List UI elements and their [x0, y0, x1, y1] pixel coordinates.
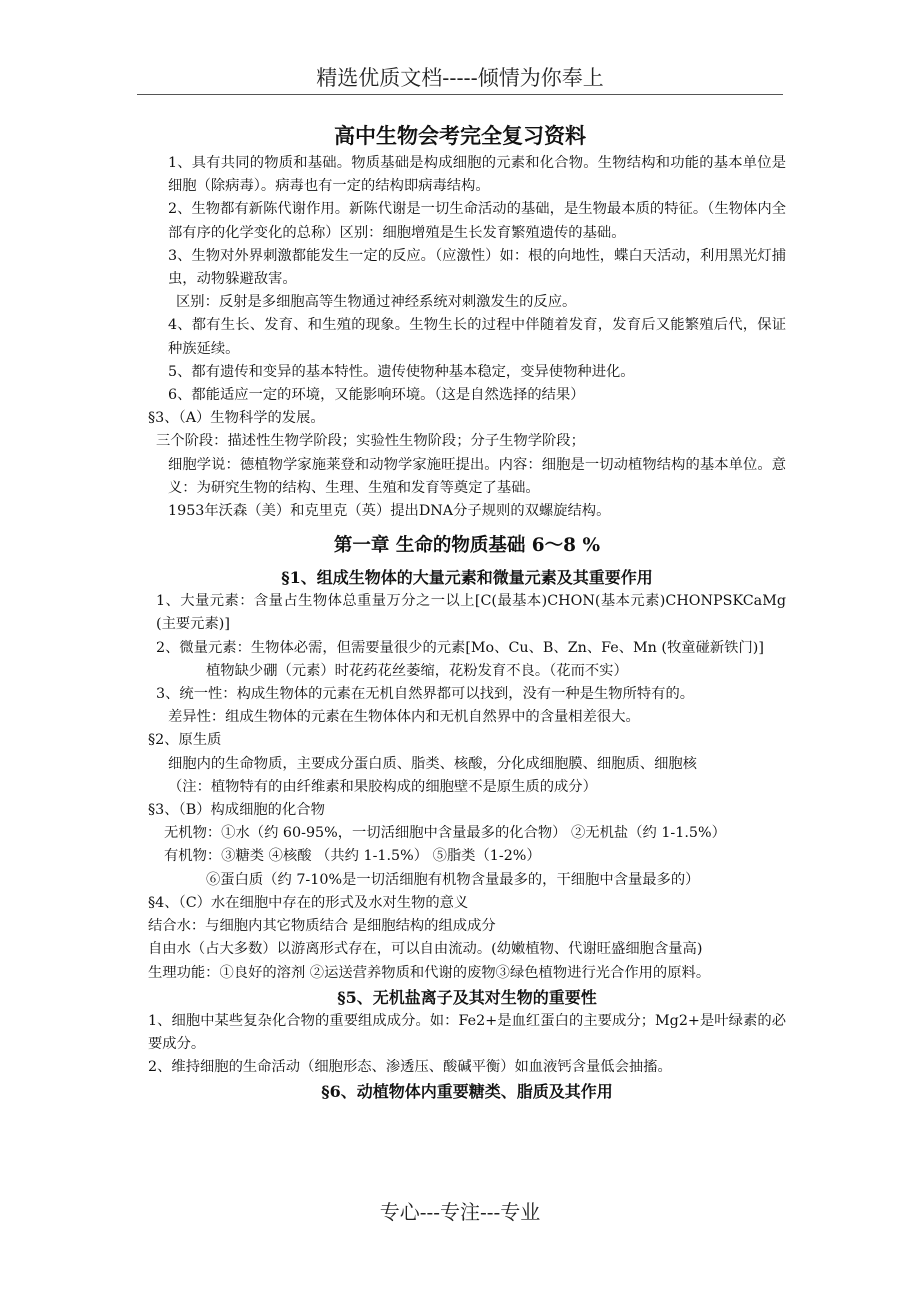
intro-paragraph: 区别：反射是多细胞高等生物通过神经系统对刺激发生的反应。 [176, 294, 577, 311]
section-line: 2、微量元素：生物体必需，但需要量很少的元素[Mo、Cu、B、Zn、Fe、Mn (牧童碰新铁门)] [156, 639, 764, 656]
section-heading: §5、无机盐离子及其对生物的重要性 [337, 987, 597, 1007]
intro-paragraph: 1953年沃森（美）和克里克（英）提出DNA分子规则的双螺旋结构。 [168, 503, 611, 520]
section-line: 差异性：组成生物体的元素在生物体体内和无机自然界中的含量相差很大。 [168, 709, 640, 726]
intro-paragraph: 5、都有遗传和变异的基本特性。遗传使物种基本稳定，变异使物种进化。 [168, 363, 635, 380]
section-line: 自由水（占大多数）以游离形式存在，可以自由流动。(幼嫩植物、代谢旺盛细胞含量高) [148, 941, 703, 958]
intro-paragraph: 3、生物对外界刺激都能发生一定的反应。（应激性）如：根的向地性，蝶白天活动，利用黑光灯捕虫，动物躲避敌害。 [168, 247, 786, 288]
section-line: 植物缺少硼（元素）时花药花丝萎缩，花粉发育不良。（花而不实） [206, 662, 628, 679]
intro-paragraph: 三个阶段：描述性生物学阶段；实验性生物阶段；分子生物学阶段； [156, 433, 585, 450]
intro-paragraph: 1、具有共同的物质和基础。物质基础是构成细胞的元素和化合物。生物结构和功能的基本单位是细胞（除病毒）。病毒也有一定的结构即病毒结构。 [168, 155, 786, 195]
section-line: 结合水：与细胞内其它物质结合 是细胞结构的组成成分 [148, 918, 496, 935]
section-line: 3、统一性：构成生物体的元素在无机自然界都可以找到，没有一种是生物所特有的。 [156, 686, 695, 703]
section-line: 生理功能：①良好的溶剂 ②运送营养物质和代谢的废物③绿色植物进行光合作用的原料。 [148, 964, 711, 981]
section-line: §3、（A）生物科学的发展。 [148, 410, 325, 427]
section-heading: §2、原生质 [148, 732, 222, 749]
section-line: 有机物：③糖类 ④核酸 （共约 1-1.5%） ⑤脂类（1-2%） [164, 848, 541, 865]
section-heading: §6、动植物体内重要糖类、脂质及其作用 [321, 1082, 613, 1102]
section-line: 2、维持细胞的生命活动（细胞形态、渗透压、酸碱平衡）如血液钙含量低会抽搐。 [148, 1059, 672, 1076]
section-line: ⑥蛋白质（约 7-10%是一切活细胞有机物含量最多的，干细胞中含量最多的） [206, 871, 700, 888]
section-heading: §1、组成生物体的大量元素和微量元素及其重要作用 [281, 568, 653, 588]
section-heading: §4、（C）水在细胞中存在的形式及水对生物的意义 [148, 894, 469, 911]
section-line: 1、大量元素：含量占生物体总重量万分之一以上[C(最基本)CHON(基本元素)CHONPSKCaMg (主要元素)] [156, 593, 786, 633]
intro-paragraph: 细胞学说：德植物学家施莱登和动物学家施旺提出。内容：细胞是一切动植物结构的基本单位。意义：为研究生物的结构、生理、生殖和发育等奠定了基础。 [168, 456, 786, 496]
section-heading: §3、（B）构成细胞的化合物 [148, 802, 325, 819]
intro-paragraph: 2、生物都有新陈代谢作用。新陈代谢是一切生命活动的基础，是生物最本质的特征。（生物体内全部有序的化学变化的总称）区别：细胞增殖是生长发育繁殖遗传的基础。 [168, 201, 786, 241]
header-divider [137, 94, 783, 95]
section-line: （注：植物特有的由纤维素和果胶构成的细胞壁不是原生质的成分） [168, 778, 597, 795]
intro-paragraph: 6、都能适应一定的环境，又能影响环境。（这是自然选择的结果） [168, 387, 585, 404]
page-header: 精选优质文档-----倾情为你奉上 [316, 66, 604, 90]
section-line: 1、细胞中某些复杂化合物的重要组成成分。如：Fe2+是血红蛋白的主要成分；Mg2+是叶绿素的必要成分。 [148, 1012, 786, 1052]
document-body [148, 152, 786, 1104]
intro-paragraph: 4、都有生长、发育、和生殖的现象。生物生长的过程中伴随着发育，发育后又能繁殖后代，保证种族延续。 [168, 317, 786, 357]
section-line: 无机物：①水（约 60-95%，一切活细胞中含量最多的化合物） ②无机盐（约 1-1.5%） [164, 825, 726, 842]
document-title: 高中生物会考完全复习资料 [334, 123, 586, 148]
page-footer: 专心---专注---专业 [379, 1200, 541, 1224]
section-line: 细胞内的生命物质，主要成分蛋白质、脂类、核酸，分化成细胞膜、细胞质、细胞核 [168, 755, 697, 772]
chapter-heading: 第一章 生命的物质基础 6～8 % [333, 535, 601, 557]
